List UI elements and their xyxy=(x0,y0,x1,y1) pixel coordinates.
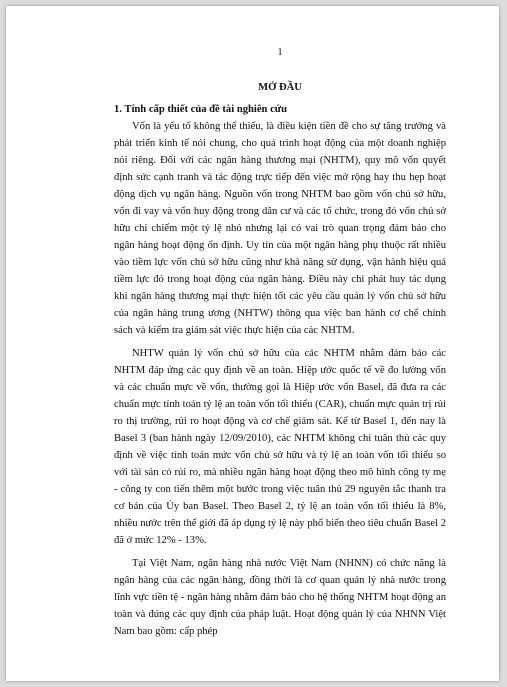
page-number: 1 xyxy=(277,47,283,58)
page-content xyxy=(114,44,446,646)
paragraph: Vốn là yếu tố không thể thiếu, là điều kiện tiền đề cho sự tăng trưởng và phát triển kinh tế nói chung, cho quá trình hoạt động của một doanh nghiệp nói riêng. Đối với các ngân hàng thương mại (NHTM), quy mô vốn quyết định sức cạnh tranh và tác động trực tiếp đến việc mở rộng hay thu hẹp hoạt động dịch vụ ngân hàng. Nguồn vốn trong NHTM bao gồm vốn chủ sở hữu, vốn đi vay và vốn huy động trong dân cư và các tổ chức, trong đó vốn chủ sở hữu chỉ chiếm một tỷ lệ nhỏ nhưng lại có vai trò quan trọng đảm bảo cho ngân hàng hoạt động ổn định. Uy tín của một ngân hàng phụ thuộc rất nhiều vào tiềm lực vốn chủ sở hữu cũng như khả năng sử dụng, vận hành hiệu quả tiềm lực đó trong hoạt động của ngân hàng. Điều này chỉ phát huy tác dụng khi ngân hàng thương mại thực hiện tốt các yêu cầu quản lý vốn chủ sở hữu của ngân hàng trung ương (NHTW) thông qua việc ban hành cơ chế chính sách và kiểm tra giám sát việc thực hiện của các NHTM. xyxy=(114,121,446,336)
chapter-title: MỞ ĐẦU xyxy=(258,82,302,93)
section-heading: 1. Tính cấp thiết của đề tài nghiên cứu xyxy=(114,104,288,115)
paragraph: NHTW quản lý vốn chủ sở hữu của các NHTM nhằm đảm bảo các NHTM đáp ứng các quy định về an toàn. Hiệp ước quốc tế về đo lường vốn và các chuẩn mực về vốn, thường gọi là Hiệp ước vốn Basel, đã đưa ra các chuẩn mực tính toán tỷ lệ an toàn vốn tối thiểu (CAR), chuẩn mực quản trị rủi ro thị trường, rủi ro hoạt động và cơ chế giám sát. Kể từ Basel 1, đến nay là Basel 3 (ban hành ngày 12/09/2010), các NHTM không chỉ tuân thủ các quy định về việc tính toán mức vốn chủ sở hữu và tỷ lệ an toàn vốn tối thiểu so với tài sản có rủi ro, mà nhiều ngân hàng hoạt động theo mô hình công ty mẹ - công ty con tiến thêm một bước trong việc tuân thủ 29 nguyên tắc thanh tra cơ bản của Ủy ban Basel. Theo Basel 2, tỷ lệ an toàn vốn tối thiểu là 8%, nhiều nước trên thế giới đã áp dụng tỷ lệ này phổ biến theo tiêu chuẩn Basel 2 đã ở mức 12% - 13%. xyxy=(114,348,446,546)
document-page xyxy=(6,6,499,681)
paragraph: Tại Việt Nam, ngân hàng nhà nước Việt Nam (NHNN) có chức năng là ngân hàng của các ngân hàng, đồng thời là cơ quan quản lý nhà nước trong lĩnh vực tiền tệ - ngân hàng nhằm đảm bảo cho hệ thống NHTM hoạt động an toàn và đúng các quy định của pháp luật. Hoạt động quản lý của NHNN Việt Nam bao gồm: cấp phép xyxy=(114,558,446,637)
